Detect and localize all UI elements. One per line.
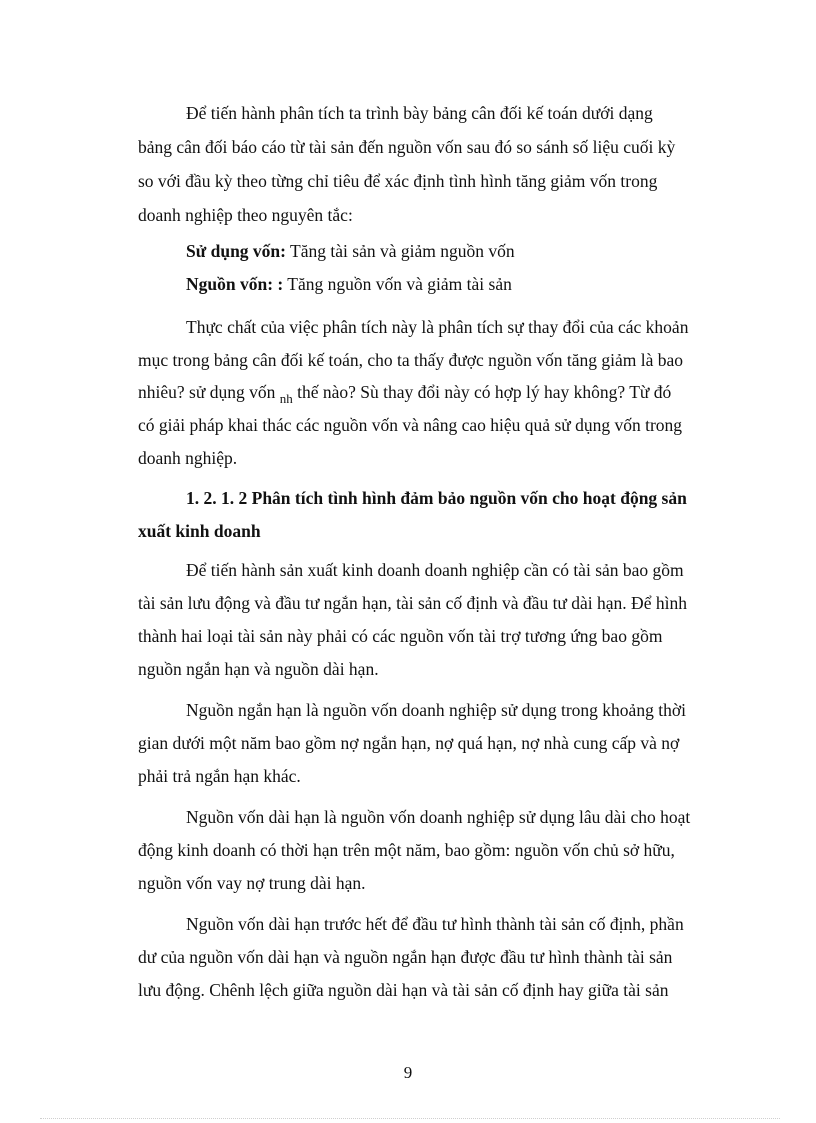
paragraph-line: Nguồn ngắn hạn là nguồn vốn doanh nghiệp sử dụng trong khoảng thời <box>186 700 686 720</box>
paragraph-line: tài sản lưu động và đầu tư ngắn hạn, tài sản cố định và đầu tư dài hạn. Để hình <box>138 593 687 613</box>
paragraph-line: gian dưới một năm bao gồm nợ ngắn hạn, nợ quá hạn, nợ nhà cung cấp và nợ <box>138 733 680 753</box>
paragraph-line: so với đầu kỳ theo từng chỉ tiêu để xác định tình hình tăng giảm vốn trong <box>138 171 658 191</box>
bottom-divider <box>40 1118 780 1119</box>
paragraph-line-with-subscript <box>138 381 671 405</box>
rule-term: Sử dụng vốn: <box>186 241 286 261</box>
paragraph-line: có giải pháp khai thác các nguồn vốn và nâng cao hiệu quả sử dụng vốn trong <box>138 415 683 435</box>
paragraph-line: doanh nghiệp theo nguyên tắc: <box>138 205 353 225</box>
paragraph-line: bảng cân đối báo cáo từ tài sản đến nguồn vốn sau đó so sánh số liệu cuối kỳ <box>138 137 676 157</box>
paragraph-line: Nguồn vốn dài hạn là nguồn vốn doanh nghiệp sử dụng lâu dài cho hoạt <box>186 807 691 827</box>
paragraph-line: Nguồn vốn dài hạn trước hết để đầu tư hình thành tài sản cố định, phần <box>186 914 684 934</box>
rule-term: Nguồn vốn: : <box>186 274 284 294</box>
paragraph-line: nguồn ngắn hạn và nguồn dài hạn. <box>138 659 379 679</box>
rule-text: Tăng tài sản và giảm nguồn vốn <box>286 241 515 261</box>
paragraph-line: mục trong bảng cân đối kế toán, cho ta thấy được nguồn vốn tăng giảm là bao <box>138 350 684 370</box>
paragraph-line: phải trả ngắn hạn khác. <box>138 766 301 786</box>
section-heading: 1. 2. 1. 2 Phân tích tình hình đảm bảo nguồn vốn cho hoạt động sản <box>186 488 687 508</box>
paragraph-line: doanh nghiệp. <box>138 448 238 468</box>
paragraph-line: động kinh doanh có thời hạn trên một năm, bao gồm: nguồn vốn chủ sở hữu, <box>138 840 675 860</box>
rule-usage-of-capital <box>186 240 515 262</box>
paragraph-line: dư của nguồn vốn dài hạn và nguồn ngắn hạn được đầu tư hình thành tài sản <box>138 947 673 967</box>
text-segment: thế nào? Sù thay đổi này có hợp lý hay không? Từ đó <box>292 382 672 402</box>
text-segment: nhiêu? sử dụng vốn <box>138 382 280 402</box>
paragraph-line: thành hai loại tài sản này phải có các nguồn vốn tài trợ tương ứng bao gồm <box>138 626 663 646</box>
page-number: 9 <box>403 1063 413 1082</box>
section-heading: xuất kinh doanh <box>138 521 261 541</box>
paragraph-line: lưu động. Chênh lệch giữa nguồn dài hạn và tài sản cố định hay giữa tài sản <box>138 980 669 1000</box>
rule-source-of-capital <box>186 273 512 295</box>
subscript-text: nh <box>279 391 293 406</box>
paragraph-line: nguồn vốn vay nợ trung dài hạn. <box>138 873 366 893</box>
paragraph-line: Để tiến hành phân tích ta trình bày bảng cân đối kế toán dưới dạng <box>186 103 653 123</box>
rule-text: Tăng nguồn vốn và giảm tài sản <box>283 274 512 294</box>
paragraph-line: Thực chất của việc phân tích này là phân tích sự thay đổi của các khoản <box>186 317 689 337</box>
paragraph-line: Để tiến hành sản xuất kinh doanh doanh nghiệp cần có tài sản bao gồm <box>186 560 684 580</box>
